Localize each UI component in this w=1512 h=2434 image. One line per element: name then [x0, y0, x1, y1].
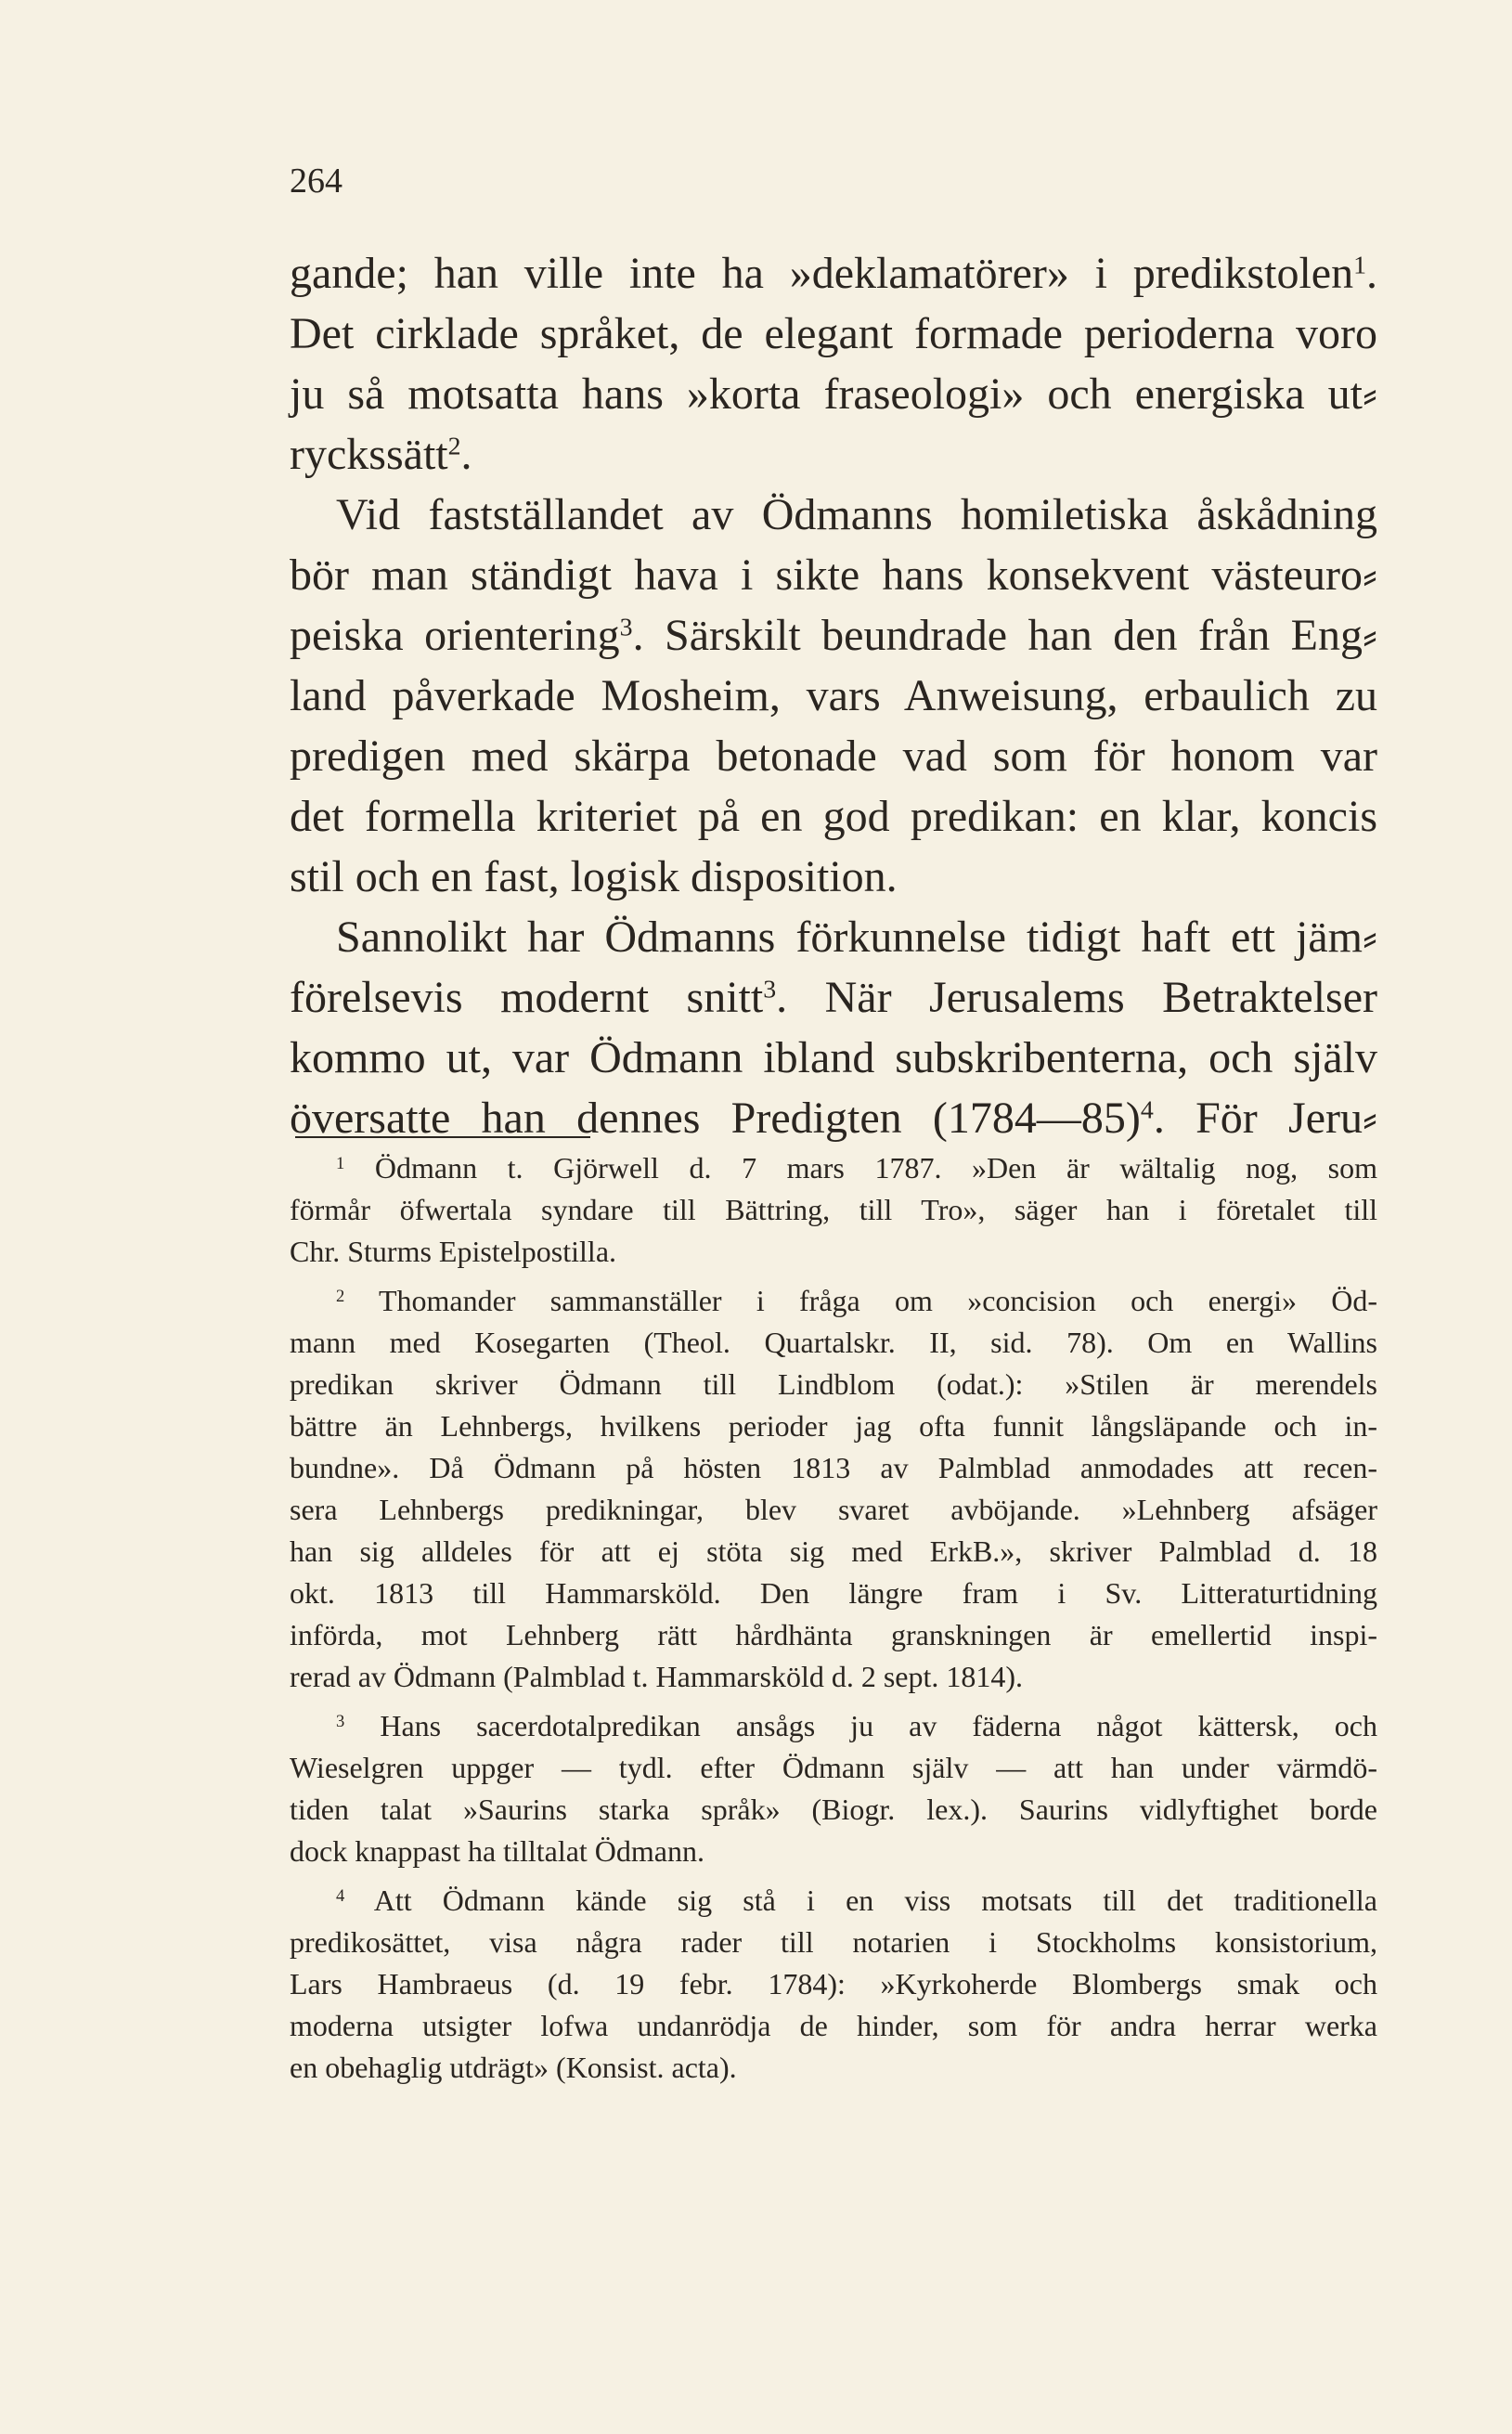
body-line: kommo ut, var Ödmann ibland subskribenterna, och själv: [290, 1033, 1377, 1082]
footnote-line: $^1$ Ödmann t. Gjörwell d. 7 mars 1787. »Den är wältalig nog, som: [336, 1151, 1378, 1185]
footnote-line: rerad av Ödmann (Palmblad t. Hammarsköld d. 2 sept. 1814).: [290, 1660, 1024, 1693]
footnote-line: Lars Hambraeus (d. 19 febr. 1784): »Kyrkoherde Blombergs smak och: [290, 1967, 1377, 2000]
footnote-line: $^4$ Att Ödmann kände sig stå i en viss motsats till det traditionella: [336, 1884, 1378, 1917]
footnote-line: okt. 1813 till Hammarsköld. Den längre fram i Sv. Litteraturtidning: [290, 1576, 1377, 1610]
footnote-line: han sig alldeles för att ej stöta sig med ErkB.», skriver Palmblad d. 18: [290, 1534, 1377, 1568]
body-line: Det cirklade språket, de elegant formade perioderna voro: [290, 309, 1377, 358]
body-line: bör man ständigt hava i sikte hans konsekvent västeuro⸗: [290, 550, 1377, 600]
footnote-line: predikan skriver Ödmann till Lindblom (odat.): »Stilen är merendels: [290, 1367, 1377, 1401]
footnote-line: sera Lehnbergs predikningar, blev svaret avböjande. »Lehnberg afsäger: [290, 1493, 1377, 1526]
footnote-line: predikosättet, visa några rader till notarien i Stockholms konsistorium,: [290, 1925, 1377, 1959]
body-line: Sannolikt har Ödmanns förkunnelse tidigt haft ett jäm⸗: [336, 913, 1377, 962]
footnote-line: bundne». Då Ödmann på hösten 1813 av Palmblad anmodades att recen-: [290, 1451, 1377, 1484]
footnote-line: förmår öfwertala syndare till Bättring, till Tro», säger han i företalet till: [290, 1193, 1377, 1226]
footnote-line: Wieselgren uppger — tydl. efter Ödmann själv — att han under värmdö-: [290, 1751, 1377, 1784]
footnote-line: införda, mot Lehnberg rätt hårdhänta granskningen är emellertid inspi-: [290, 1618, 1377, 1651]
body-line: det formella kriteriet på en god predikan: en klar, koncis: [290, 792, 1377, 841]
footnote-line: moderna utsigter lofwa undanrödja de hinder, som för andra herrar werka: [290, 2009, 1377, 2042]
footnote-line: bättre än Lehnbergs, hvilkens perioder jag ofta funnit långsläpande och in-: [290, 1409, 1377, 1443]
footnote-number: 4: [336, 1885, 345, 1906]
footnote-line: $^3$ Hans sacerdotalpredikan ansågs ju av fäderna något kättersk, och: [336, 1709, 1378, 1742]
page-number: 264: [290, 162, 342, 201]
footnote-line: dock knappast ha tilltalat Ödmann.: [290, 1834, 704, 1868]
footnotes: [290, 1147, 1377, 2089]
footnote-number: 1: [336, 1153, 345, 1173]
footnote-line: Chr. Sturms Epistelpostilla.: [290, 1235, 617, 1268]
body-line: ryckssätt$^2$.: [290, 430, 472, 479]
body-line: förelsevis modernt snitt$^3$. När Jerusalems Betraktelser: [290, 973, 1377, 1022]
footnote-number: 3: [336, 1711, 345, 1731]
body-text: [290, 243, 1377, 1148]
body-line: predigen med skärpa betonade vad som för honom var: [290, 731, 1377, 781]
body-line: gande; han ville inte ha »deklamatörer» i predikstolen$^1$.: [290, 249, 1377, 298]
body-line: Vid fastställandet av Ödmanns homiletiska åskådning: [336, 490, 1377, 539]
body-line: stil och en fast, logisk disposition.: [290, 852, 898, 901]
footnote-divider: [295, 1136, 590, 1138]
body-line: ju så motsatta hans »korta fraseologi» och energiska ut⸗: [290, 369, 1377, 419]
body-line: översatte han dennes Predigten (1784—85)$^4$. För Jeru⸗: [290, 1094, 1377, 1143]
footnote-line: tiden talat »Saurins starka språk» (Biogr. lex.). Saurins vidlyftighet borde: [290, 1793, 1377, 1826]
footnote-number: 2: [336, 1286, 345, 1306]
footnote-line: en obehaglig utdrägt» (Konsist. acta).: [290, 2051, 737, 2084]
footnote-line: $^2$ Thomander sammanställer i fråga om »concision och energi» Öd-: [336, 1284, 1378, 1317]
footnote-line: mann med Kosegarten (Theol. Quartalskr. II, sid. 78). Om en Wallins: [290, 1326, 1377, 1359]
body-line: land påverkade Mosheim, vars Anweisung, erbaulich zu: [290, 671, 1377, 720]
body-line: peiska orientering$^3$. Särskilt beundrade han den från Eng⸗: [290, 611, 1377, 660]
